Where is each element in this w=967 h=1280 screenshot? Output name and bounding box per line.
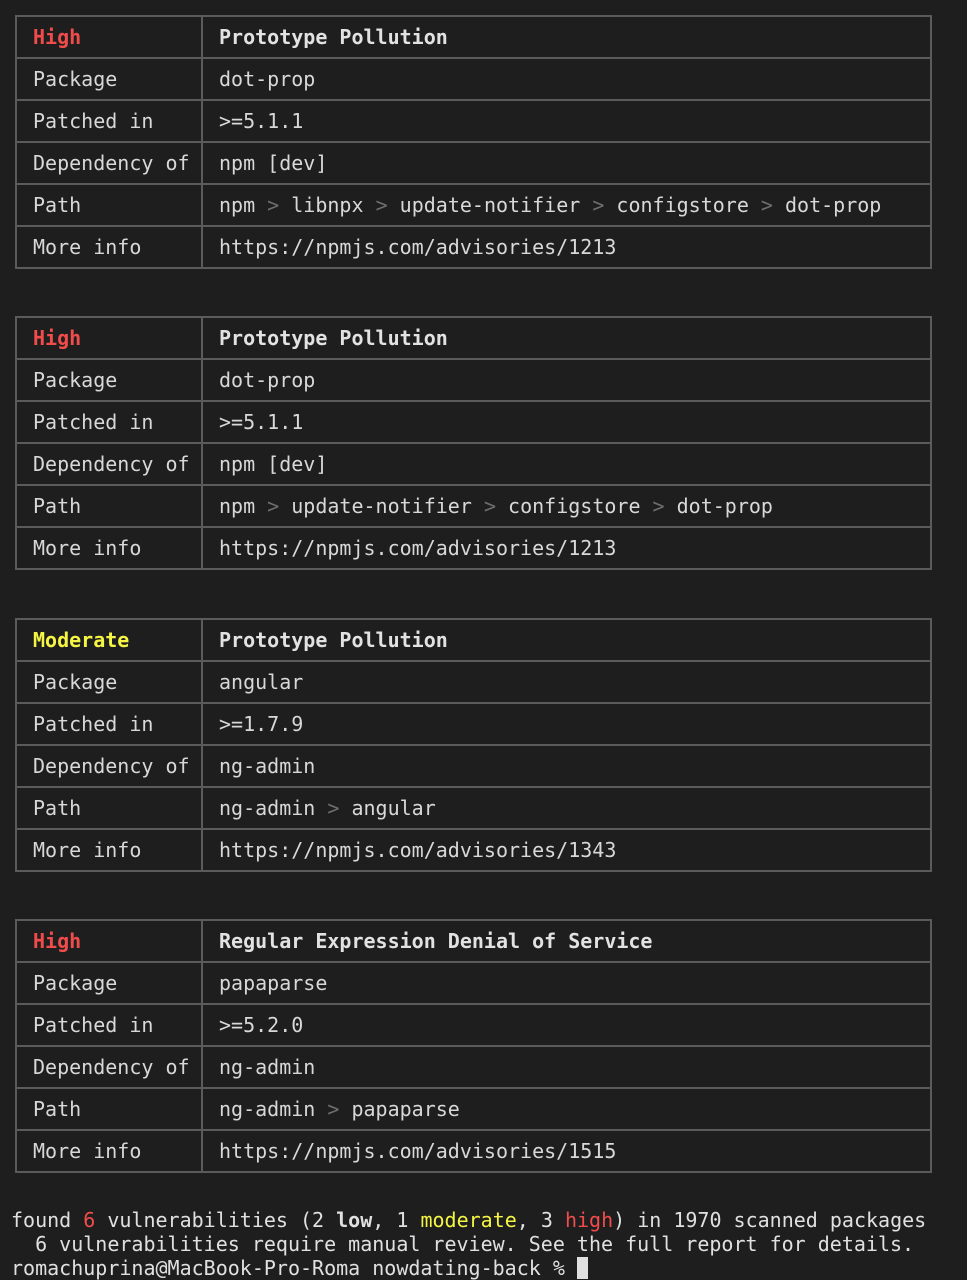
row-value: npm [dev]	[202, 142, 931, 184]
row-value: >=5.1.1	[202, 100, 931, 142]
path-separator: >	[760, 193, 773, 217]
dependency-path	[202, 1088, 931, 1130]
row-label: Package	[16, 962, 202, 1004]
advisory-link[interactable]: https://npmjs.com/advisories/1213	[202, 527, 931, 569]
row-label: Patched in	[16, 703, 202, 745]
moderate-count: 1	[396, 1208, 421, 1232]
dependency-of-row	[16, 745, 931, 787]
row-value: ng-admin	[202, 1046, 931, 1088]
dependency-path	[202, 485, 931, 527]
dependency-path	[202, 184, 931, 226]
summary-text: ,	[516, 1208, 541, 1232]
summary-text: ,	[372, 1208, 397, 1232]
more-info-row	[16, 226, 931, 268]
advisory-header-row	[16, 16, 931, 58]
advisory-title: Prototype Pollution	[202, 16, 931, 58]
severity-badge: High	[16, 16, 202, 58]
row-label: More info	[16, 1130, 202, 1172]
path-segment: papaparse	[351, 1097, 460, 1121]
patched-in-row	[16, 100, 931, 142]
advisory-table	[15, 15, 932, 269]
package-row	[16, 661, 931, 703]
row-value: angular	[202, 661, 931, 703]
more-info-row	[16, 1130, 931, 1172]
row-label: Package	[16, 58, 202, 100]
patched-in-row	[16, 401, 931, 443]
path-row	[16, 787, 931, 829]
advisory-title: Prototype Pollution	[202, 317, 931, 359]
path-segment: configstore	[508, 494, 641, 518]
severity-badge: High	[16, 920, 202, 962]
row-value: dot-prop	[202, 58, 931, 100]
high-count: 3	[540, 1208, 565, 1232]
path-separator: >	[652, 494, 665, 518]
advisory-table	[15, 919, 932, 1173]
more-info-row	[16, 829, 931, 871]
moderate-label: moderate	[420, 1208, 517, 1232]
shell-prompt[interactable]	[11, 1256, 926, 1280]
patched-in-row	[16, 703, 931, 745]
row-value: npm [dev]	[202, 443, 931, 485]
row-label: More info	[16, 829, 202, 871]
advisory-link[interactable]: https://npmjs.com/advisories/1213	[202, 226, 931, 268]
summary-text: vulnerabilities (	[95, 1208, 313, 1232]
advisory-link[interactable]: https://npmjs.com/advisories/1343	[202, 829, 931, 871]
path-segment: libnpx	[291, 193, 364, 217]
row-label: Patched in	[16, 401, 202, 443]
review-line: 6 vulnerabilities require manual review. See the full report for details.	[11, 1232, 915, 1256]
path-segment: angular	[351, 796, 436, 820]
low-count: 2	[312, 1208, 337, 1232]
severity-badge: Moderate	[16, 619, 202, 661]
advisory-header-row	[16, 920, 931, 962]
advisory-title: Regular Expression Denial of Service	[202, 920, 931, 962]
path-row	[16, 485, 931, 527]
path-segment: update-notifier	[399, 193, 581, 217]
high-label: high	[564, 1208, 614, 1232]
dependency-of-row	[16, 1046, 931, 1088]
more-info-row	[16, 527, 931, 569]
row-value: papaparse	[202, 962, 931, 1004]
path-segment: ng-admin	[219, 1097, 316, 1121]
path-separator: >	[375, 193, 388, 217]
path-segment: npm	[219, 193, 256, 217]
advisory-header-row	[16, 317, 931, 359]
package-row	[16, 962, 931, 1004]
path-separator: >	[267, 193, 280, 217]
patched-in-row	[16, 1004, 931, 1046]
text-cursor	[577, 1257, 588, 1279]
path-separator: >	[592, 193, 605, 217]
row-label: Path	[16, 1088, 202, 1130]
path-segment: ng-admin	[219, 796, 316, 820]
path-row	[16, 184, 931, 226]
path-row	[16, 1088, 931, 1130]
package-row	[16, 359, 931, 401]
advisory-link[interactable]: https://npmjs.com/advisories/1515	[202, 1130, 931, 1172]
advisory-table	[15, 316, 932, 570]
advisory-header-row	[16, 619, 931, 661]
row-label: Patched in	[16, 100, 202, 142]
row-label: Patched in	[16, 1004, 202, 1046]
path-separator: >	[267, 494, 280, 518]
prompt-text: romachuprina@MacBook-Pro-Roma nowdating-back %	[11, 1256, 577, 1280]
path-separator: >	[327, 1097, 340, 1121]
row-label: Dependency of	[16, 745, 202, 787]
row-value: ng-admin	[202, 745, 931, 787]
row-value: >=1.7.9	[202, 703, 931, 745]
row-value: >=5.1.1	[202, 401, 931, 443]
low-label: low	[336, 1208, 373, 1232]
path-separator: >	[483, 494, 496, 518]
row-label: Path	[16, 184, 202, 226]
row-label: Dependency of	[16, 142, 202, 184]
path-separator: >	[327, 796, 340, 820]
row-value: >=5.2.0	[202, 1004, 931, 1046]
advisory-title: Prototype Pollution	[202, 619, 931, 661]
package-row	[16, 58, 931, 100]
row-label: Package	[16, 661, 202, 703]
summary-line	[11, 1208, 926, 1232]
row-label: More info	[16, 226, 202, 268]
summary-text: ) in 1970 scanned packages	[613, 1208, 927, 1232]
path-segment: dot-prop	[785, 193, 882, 217]
row-label: More info	[16, 527, 202, 569]
summary-text: found	[11, 1208, 84, 1232]
path-segment: update-notifier	[291, 494, 472, 518]
audit-summary	[11, 1208, 926, 1280]
row-label: Path	[16, 485, 202, 527]
severity-badge: High	[16, 317, 202, 359]
row-label: Dependency of	[16, 1046, 202, 1088]
path-segment: npm	[219, 494, 256, 518]
path-segment: dot-prop	[676, 494, 773, 518]
dependency-of-row	[16, 142, 931, 184]
dependency-of-row	[16, 443, 931, 485]
row-label: Package	[16, 359, 202, 401]
path-segment: configstore	[616, 193, 749, 217]
row-label: Dependency of	[16, 443, 202, 485]
advisory-table	[15, 618, 932, 872]
row-value: dot-prop	[202, 359, 931, 401]
dependency-path	[202, 787, 931, 829]
row-label: Path	[16, 787, 202, 829]
total-count: 6	[83, 1208, 96, 1232]
